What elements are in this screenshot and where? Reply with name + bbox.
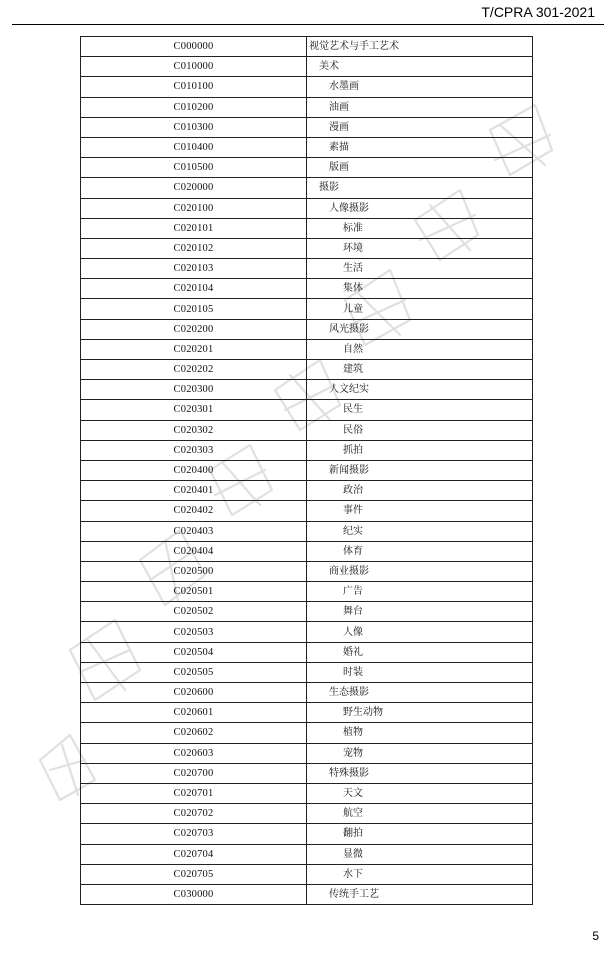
table-row xyxy=(81,360,533,380)
category-name-cell xyxy=(307,97,533,117)
category-name-cell xyxy=(307,319,533,339)
category-name-cell xyxy=(307,642,533,662)
category-name-cell xyxy=(307,804,533,824)
category-name-cell xyxy=(307,763,533,783)
category-code: C020301 xyxy=(81,400,307,420)
category-name: 风光摄影 xyxy=(329,323,369,335)
category-name-cell xyxy=(307,864,533,884)
category-name: 婚礼 xyxy=(343,646,363,658)
category-code: C010100 xyxy=(81,77,307,97)
table-row xyxy=(81,481,533,501)
category-name-cell xyxy=(307,884,533,904)
category-code: C010000 xyxy=(81,57,307,77)
category-name-cell xyxy=(307,561,533,581)
category-name-cell xyxy=(307,703,533,723)
table-row xyxy=(81,400,533,420)
category-name-cell xyxy=(307,299,533,319)
category-name: 纪实 xyxy=(343,525,363,537)
table-row xyxy=(81,561,533,581)
table-row xyxy=(81,299,533,319)
category-code: C020404 xyxy=(81,541,307,561)
category-code: C010400 xyxy=(81,137,307,157)
category-name: 生态摄影 xyxy=(329,687,369,699)
category-name: 自然 xyxy=(343,343,363,355)
category-code: C020705 xyxy=(81,864,307,884)
category-name-cell xyxy=(307,279,533,299)
category-name: 新闻摄影 xyxy=(329,465,369,477)
table-row xyxy=(81,662,533,682)
table-row xyxy=(81,137,533,157)
category-name-cell xyxy=(307,339,533,359)
category-name-cell xyxy=(307,178,533,198)
table-row xyxy=(81,804,533,824)
category-code: C020702 xyxy=(81,804,307,824)
category-code: C030000 xyxy=(81,884,307,904)
category-name: 时装 xyxy=(343,666,363,678)
category-name-cell xyxy=(307,460,533,480)
category-code: C020102 xyxy=(81,238,307,258)
table-row xyxy=(81,97,533,117)
category-name-cell xyxy=(307,117,533,137)
category-code: C020603 xyxy=(81,743,307,763)
table-row xyxy=(81,218,533,238)
category-name: 儿童 xyxy=(343,303,363,315)
table-row xyxy=(81,703,533,723)
page-number: 5 xyxy=(592,929,599,943)
category-code: C020200 xyxy=(81,319,307,339)
category-code: C010200 xyxy=(81,97,307,117)
category-name: 人像摄影 xyxy=(329,202,369,214)
category-name-cell xyxy=(307,602,533,622)
category-name-cell xyxy=(307,57,533,77)
category-name-cell xyxy=(307,844,533,864)
category-code: C020100 xyxy=(81,198,307,218)
table-row xyxy=(81,642,533,662)
table-row xyxy=(81,77,533,97)
table-row xyxy=(81,259,533,279)
category-name-cell xyxy=(307,521,533,541)
category-name: 素描 xyxy=(329,142,349,154)
category-name-cell xyxy=(307,481,533,501)
category-code: C020101 xyxy=(81,218,307,238)
category-name: 水下 xyxy=(343,868,363,880)
table-row xyxy=(81,844,533,864)
category-code: C010300 xyxy=(81,117,307,137)
table-row xyxy=(81,319,533,339)
category-name: 生活 xyxy=(343,263,363,275)
table-row xyxy=(81,158,533,178)
category-name: 政治 xyxy=(343,485,363,497)
category-code: C010500 xyxy=(81,158,307,178)
category-name-cell xyxy=(307,683,533,703)
category-name: 民俗 xyxy=(343,424,363,436)
category-name: 植物 xyxy=(343,727,363,739)
table-row xyxy=(81,57,533,77)
category-name: 美术 xyxy=(319,61,339,73)
category-name: 版画 xyxy=(329,162,349,174)
category-name-cell xyxy=(307,622,533,642)
category-name: 特殊摄影 xyxy=(329,767,369,779)
category-name-cell xyxy=(307,440,533,460)
category-name: 人文纪实 xyxy=(329,384,369,396)
table-row xyxy=(81,541,533,561)
table-row xyxy=(81,117,533,137)
category-name: 标准 xyxy=(343,222,363,234)
category-name-cell xyxy=(307,420,533,440)
category-name: 野生动物 xyxy=(343,707,383,719)
category-name-cell xyxy=(307,743,533,763)
category-name: 民生 xyxy=(343,404,363,416)
category-name: 航空 xyxy=(343,808,363,820)
category-name-cell xyxy=(307,582,533,602)
table-row xyxy=(81,380,533,400)
category-name: 宠物 xyxy=(343,747,363,759)
category-name-cell xyxy=(307,77,533,97)
category-code: C020503 xyxy=(81,622,307,642)
category-name: 翻拍 xyxy=(343,828,363,840)
category-code: C020402 xyxy=(81,501,307,521)
category-code: C020401 xyxy=(81,481,307,501)
table-row xyxy=(81,279,533,299)
category-name: 商业摄影 xyxy=(329,565,369,577)
category-name-cell xyxy=(307,360,533,380)
category-name: 传统手工艺 xyxy=(329,888,379,900)
table-row xyxy=(81,622,533,642)
category-name: 环境 xyxy=(343,242,363,254)
category-name-cell xyxy=(307,400,533,420)
category-name-cell xyxy=(307,662,533,682)
category-code-table xyxy=(80,36,533,905)
category-name: 体育 xyxy=(343,545,363,557)
category-name: 建筑 xyxy=(343,364,363,376)
category-code: C020302 xyxy=(81,420,307,440)
table-row xyxy=(81,763,533,783)
category-name: 摄影 xyxy=(319,182,339,194)
category-code: C000000 xyxy=(81,37,307,57)
category-code: C020504 xyxy=(81,642,307,662)
header-rule xyxy=(12,24,604,25)
category-code: C020202 xyxy=(81,360,307,380)
category-name-cell xyxy=(307,723,533,743)
table-row xyxy=(81,582,533,602)
category-name: 水墨画 xyxy=(329,81,359,93)
category-name: 舞台 xyxy=(343,606,363,618)
category-code: C020000 xyxy=(81,178,307,198)
category-code: C020502 xyxy=(81,602,307,622)
category-code: C020403 xyxy=(81,521,307,541)
table-row xyxy=(81,178,533,198)
table-row xyxy=(81,824,533,844)
category-code: C020105 xyxy=(81,299,307,319)
table-row xyxy=(81,521,533,541)
table-row xyxy=(81,339,533,359)
category-name: 显微 xyxy=(343,848,363,860)
category-name-cell xyxy=(307,238,533,258)
category-name-cell xyxy=(307,824,533,844)
category-code: C020700 xyxy=(81,763,307,783)
category-code: C020602 xyxy=(81,723,307,743)
category-name: 人像 xyxy=(343,626,363,638)
category-name-cell xyxy=(307,158,533,178)
category-code: C020303 xyxy=(81,440,307,460)
category-code: C020701 xyxy=(81,783,307,803)
table-row xyxy=(81,37,533,57)
category-code: C020601 xyxy=(81,703,307,723)
category-name: 抓拍 xyxy=(343,444,363,456)
category-name-cell xyxy=(307,380,533,400)
table-row xyxy=(81,864,533,884)
category-name-cell xyxy=(307,37,533,57)
category-name-cell xyxy=(307,541,533,561)
category-name: 漫画 xyxy=(329,121,349,133)
category-code: C020505 xyxy=(81,662,307,682)
category-code: C020300 xyxy=(81,380,307,400)
table-row xyxy=(81,460,533,480)
category-name-cell xyxy=(307,259,533,279)
standard-code: T/CPRA 301-2021 xyxy=(481,4,595,20)
table-row xyxy=(81,743,533,763)
category-name-cell xyxy=(307,137,533,157)
category-name: 天文 xyxy=(343,788,363,800)
table-row xyxy=(81,884,533,904)
table-row xyxy=(81,420,533,440)
table-row xyxy=(81,440,533,460)
category-code: C020703 xyxy=(81,824,307,844)
category-name-cell xyxy=(307,501,533,521)
category-name: 事件 xyxy=(343,505,363,517)
category-name: 广告 xyxy=(343,586,363,598)
category-code: C020501 xyxy=(81,582,307,602)
category-name: 油画 xyxy=(329,101,349,113)
category-code: C020104 xyxy=(81,279,307,299)
category-name: 视觉艺术与手工艺术 xyxy=(309,41,399,53)
category-code: C020201 xyxy=(81,339,307,359)
category-code: C020600 xyxy=(81,683,307,703)
category-name-cell xyxy=(307,783,533,803)
table-row xyxy=(81,238,533,258)
category-code: C020704 xyxy=(81,844,307,864)
table-row xyxy=(81,723,533,743)
table-row xyxy=(81,198,533,218)
category-name-cell xyxy=(307,218,533,238)
table-row xyxy=(81,602,533,622)
table-row xyxy=(81,501,533,521)
category-code: C020400 xyxy=(81,460,307,480)
table-row xyxy=(81,783,533,803)
table-row xyxy=(81,683,533,703)
category-code: C020500 xyxy=(81,561,307,581)
category-name: 集体 xyxy=(343,283,363,295)
category-code: C020103 xyxy=(81,259,307,279)
category-name-cell xyxy=(307,198,533,218)
